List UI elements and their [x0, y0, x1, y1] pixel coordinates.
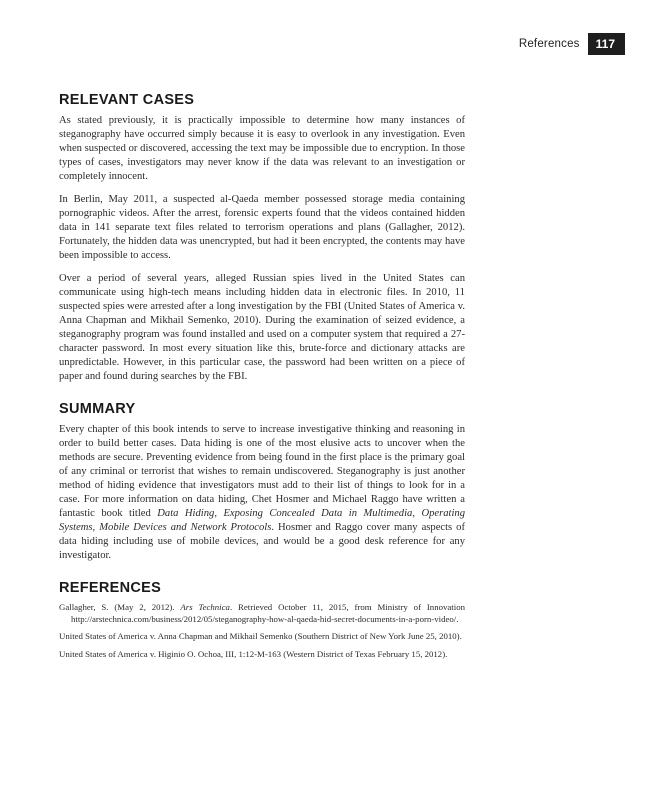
running-head: References	[518, 38, 580, 50]
relevant-cases-section	[59, 92, 465, 384]
relevant-cases-paragraph-1: As stated previously, it is practically impossible to determine how many instances of steganography have occurred simply because it is easy to overlook in any investigation. Even when suspected or discovered, accessing the text may be impossible due to encryption. In those types of cases, investigators may never know if the data was relevant to an investigation or completely innocent.	[59, 115, 465, 182]
page-number: 117	[588, 33, 625, 55]
summary-text-start: Every chapter of this book intends to serve to increase investigative thinking and reasoning in order to build better cases. Data hiding is one of the most elusive acts to uncover when the methods are secure. Preventing evidence from being found in the first place is the primary goal of any criminal or terrorist that wishes to remain undiscovered. Steganography is just another method of hiding evidence that investigators must add to their list of things to look for in a case. For more information on data hiding, Chet Hosmer and Michael Raggo have written a fantastic book titled	[59, 424, 465, 519]
summary-paragraph	[59, 423, 465, 563]
summary-heading: SUMMARY	[59, 401, 136, 417]
references-section	[59, 580, 465, 660]
summary-section	[59, 401, 465, 563]
book-title: Data Hiding, Exposing Concealed Data in Multimedia, Operating Systems, Mobile Devices and Network Protocols	[59, 508, 465, 533]
relevant-cases-paragraph-2: In Berlin, May 2011, a suspected al-Qaeda member possessed storage media containing pornographic videos. After the arrest, forensic experts found that the videos contained hidden data in 141 separate text files related to terrorism operations and plans (Gallagher, 2012). Fortunately, the hidden data was unencrypted, but had it been encrypted, the contents may have been impossible to access.	[59, 194, 465, 261]
relevant-cases-paragraph-3: Over a period of several years, alleged Russian spies lived in the United States can communicate using high-tech means including hidden data in electronic files. In 2010, 11 suspected spies were arrested after a long investigation by the FBI (United States of America v. Anna Chapman and Mikhail Semenko, 2010). During the examination of seized evidence, a steganography program was found installed and used on a computer system that required a 27-character password. In most every situation like this, brute-force and dictionary attacks are unpredictable. However, in this particular case, the password had been written on a piece of paper and found during searches by the FBI.	[59, 273, 465, 382]
page-header	[519, 33, 625, 55]
relevant-cases-heading: RELEVANT CASES	[59, 92, 195, 108]
reference-entry: United States of America v. Higinio O. Ochoa, III, 1:12-M-163 (Western District of Texas February 15, 2012).	[59, 648, 448, 659]
page-body	[59, 92, 465, 677]
summary-text-end: . Hosmer and Raggo cover many aspects of data hiding including use of mobile devices, and would be a good desk reference for any investigator.	[59, 522, 465, 561]
reference-1-journal: Ars Technica	[180, 602, 230, 612]
reference-entry	[59, 602, 465, 625]
reference-1-author: Gallagher, S. (May 2, 2012).	[59, 602, 181, 612]
references-heading: REFERENCES	[59, 580, 162, 596]
reference-1-details: . Retrieved October 11, 2015, from Ministry of Innovation http://arstechnica.com/business/2012/05/steganography-how-al-qaeda-hid-secret-documents-in-a-porn-video/.	[71, 602, 465, 624]
reference-entry: United States of America v. Anna Chapman and Mikhail Semenko (Southern District of New York June 25, 2010).	[59, 631, 462, 641]
